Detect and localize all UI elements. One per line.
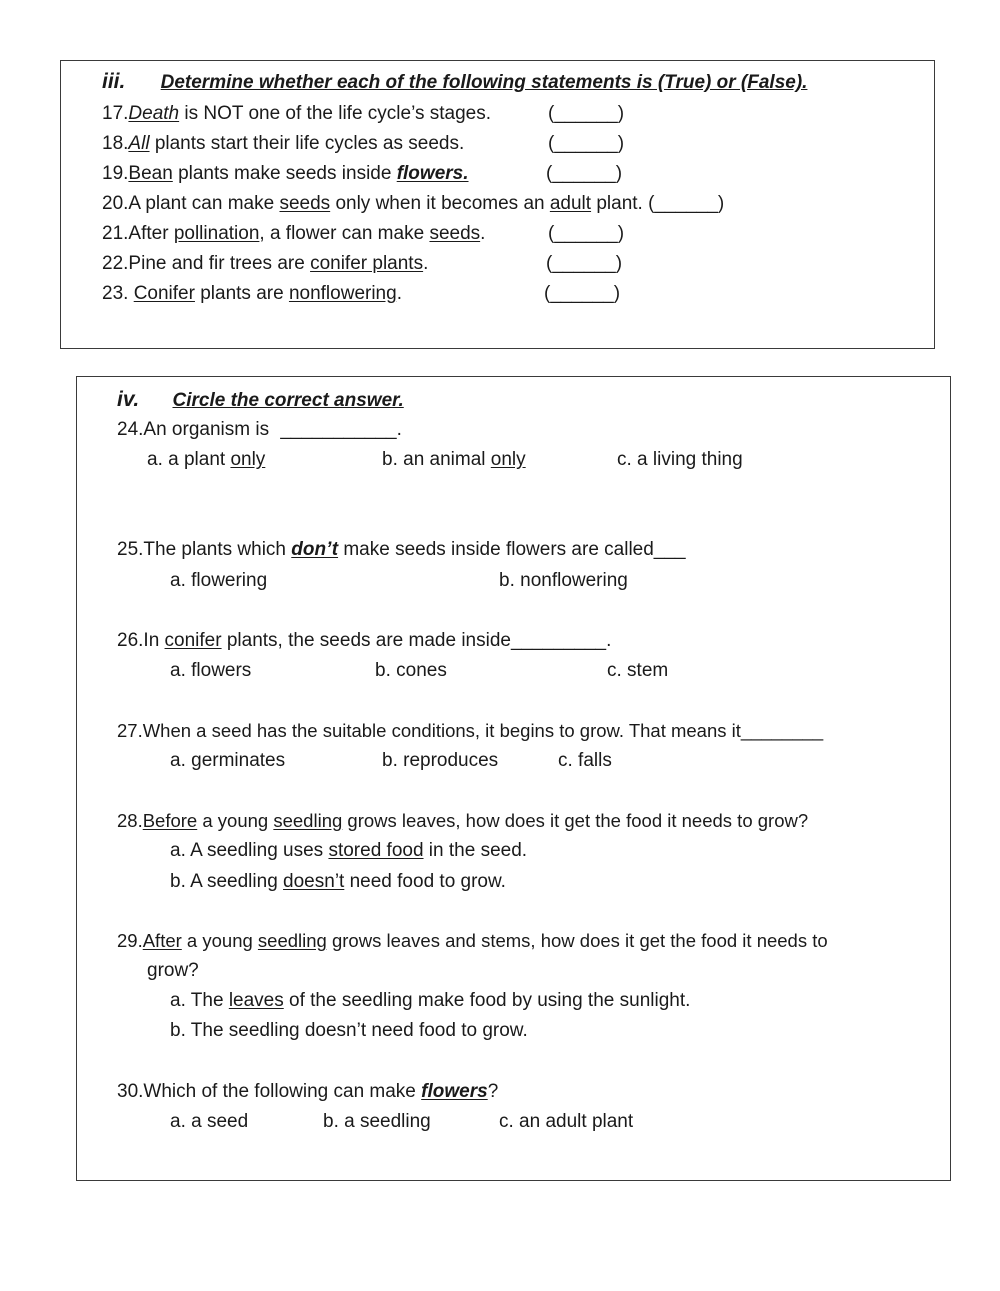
question-number: 17.	[102, 103, 129, 124]
answer-blank[interactable]: (______)	[548, 133, 625, 154]
option-b[interactable]	[382, 448, 526, 472]
option-c[interactable]: c. stem	[607, 660, 669, 681]
keyword: seedling	[257, 930, 327, 951]
answer-blank[interactable]: (______)	[548, 223, 625, 244]
option-text: b. A seedling	[170, 871, 284, 892]
keyword: stored food	[328, 840, 424, 861]
option-text: of the seedling make food by using the sunlight.	[283, 990, 691, 1011]
section-number: iv.	[117, 388, 140, 411]
option-a[interactable]: a. flowering	[170, 570, 268, 591]
option-b[interactable]: b. nonflowering	[499, 570, 628, 591]
multiple-choice-section	[76, 376, 951, 1181]
keyword: conifer plants	[310, 253, 424, 274]
question-number: 23.	[102, 283, 134, 304]
option-a[interactable]	[170, 989, 690, 1013]
question-22	[102, 252, 428, 276]
keyword: Bean	[128, 163, 173, 184]
question-text: After	[128, 223, 174, 244]
option-text: a. A seedling uses	[170, 840, 329, 861]
option-c[interactable]: c. a living thing	[617, 449, 743, 470]
question-text: .	[423, 253, 429, 274]
question-text: only when it becomes an	[330, 193, 550, 214]
question-text: plant.	[591, 193, 649, 214]
question-text: 25.The plants which	[117, 539, 292, 560]
question-text: .	[396, 419, 402, 440]
question-26	[117, 629, 611, 653]
option-b[interactable]: b. reproduces	[382, 750, 499, 771]
section-number: iii.	[102, 70, 126, 93]
option-b[interactable]: b. cones	[375, 660, 447, 681]
question-text: make seeds inside flowers are called___	[338, 539, 686, 560]
keyword: don’t	[291, 539, 339, 560]
question-text: ?	[487, 1081, 499, 1102]
question-25	[117, 538, 686, 562]
question-19	[102, 162, 469, 186]
option-a[interactable]: a. germinates	[170, 750, 286, 771]
keyword: All	[128, 133, 150, 154]
question-21	[102, 222, 485, 246]
answer-blank[interactable]: (______)	[648, 193, 725, 214]
section-iv-header	[117, 388, 404, 413]
question-text: a young	[181, 930, 258, 951]
question-text: grows leaves and stems, how does it get the food it needs to	[326, 930, 828, 951]
keyword: Conifer	[133, 283, 195, 304]
question-28	[117, 809, 808, 833]
section-heading: Determine whether each of the following statements is (True) or (False).	[160, 72, 808, 93]
answer-blank[interactable]: (______)	[548, 103, 625, 124]
question-text: plants start their life cycles as seeds.	[149, 133, 465, 154]
option-c[interactable]: c. falls	[558, 750, 612, 771]
question-text: .	[480, 223, 486, 244]
keyword: seedling	[273, 810, 343, 831]
question-29-continued: grow?	[147, 960, 199, 981]
option-a[interactable]	[147, 448, 265, 472]
question-text: 29.	[117, 930, 143, 951]
question-text: 30.Which of the following can make	[117, 1081, 422, 1102]
question-17	[102, 102, 491, 126]
keyword: Before	[142, 810, 198, 831]
keyword: seeds	[429, 223, 481, 244]
option-a[interactable]: a. flowers	[170, 660, 252, 681]
option-c[interactable]: c. an adult plant	[499, 1111, 634, 1132]
option-b[interactable]	[170, 870, 506, 894]
question-20	[102, 192, 724, 216]
answer-blank: ___________	[280, 419, 397, 440]
question-number: 22.	[102, 253, 129, 274]
keyword: only	[490, 449, 526, 470]
question-text: Pine and fir trees are	[128, 253, 311, 274]
keyword: pollination	[173, 223, 260, 244]
question-number: 19.	[102, 163, 129, 184]
option-a[interactable]: a. a seed	[170, 1111, 249, 1132]
option-text: a. The	[170, 990, 229, 1011]
question-text: .	[396, 283, 402, 304]
keyword: Death	[128, 103, 180, 124]
question-18	[102, 132, 464, 156]
keyword: After	[142, 930, 182, 951]
question-text: 26.In	[117, 630, 165, 651]
question-number: 20.	[102, 193, 129, 214]
question-text: grows leaves, how does it get the food it needs to grow?	[342, 810, 809, 831]
answer-blank[interactable]: (______)	[546, 163, 623, 184]
question-text: , a flower can make	[259, 223, 430, 244]
keyword: flowers	[421, 1081, 488, 1102]
keyword: seeds	[279, 193, 331, 214]
option-a[interactable]	[170, 839, 527, 863]
question-text: a young	[197, 810, 274, 831]
question-27: 27.When a seed has the suitable conditions, it begins to grow. That means it________	[117, 720, 824, 741]
question-24	[117, 418, 402, 442]
keyword: doesn’t	[283, 871, 345, 892]
keyword: nonflowering	[288, 283, 397, 304]
question-number: 21.	[102, 223, 129, 244]
answer-blank[interactable]: (______)	[546, 253, 623, 274]
question-text: plants, the seeds are made inside	[221, 630, 511, 651]
answer-blank: _________	[510, 630, 607, 651]
option-text: b. an animal	[382, 449, 491, 470]
question-text: .	[606, 630, 612, 651]
option-b[interactable]: b. The seedling doesn’t need food to grow.	[170, 1020, 528, 1041]
option-text: a. a plant	[147, 449, 231, 470]
keyword: conifer	[164, 630, 222, 651]
question-text: 24.An organism is	[117, 419, 275, 440]
option-text: in the seed.	[423, 840, 528, 861]
question-text: plants make seeds inside	[172, 163, 397, 184]
option-b[interactable]: b. a seedling	[323, 1111, 431, 1132]
question-23	[102, 282, 402, 306]
section-heading: Circle the correct answer.	[172, 390, 404, 411]
keyword: only	[230, 449, 266, 470]
keyword: flowers.	[396, 163, 469, 184]
answer-blank[interactable]: (______)	[544, 283, 621, 304]
question-text: plants are	[194, 283, 289, 304]
option-text: need food to grow.	[344, 871, 506, 892]
question-text: A plant can make	[128, 193, 280, 214]
question-29	[117, 929, 828, 953]
question-number: 18.	[102, 133, 129, 154]
question-text: is NOT one of the life cycle’s stages.	[179, 103, 492, 124]
keyword: leaves	[228, 990, 284, 1011]
question-text: 28.	[117, 810, 143, 831]
question-30	[117, 1080, 498, 1104]
keyword: adult	[549, 193, 592, 214]
section-iii-header	[102, 70, 807, 95]
